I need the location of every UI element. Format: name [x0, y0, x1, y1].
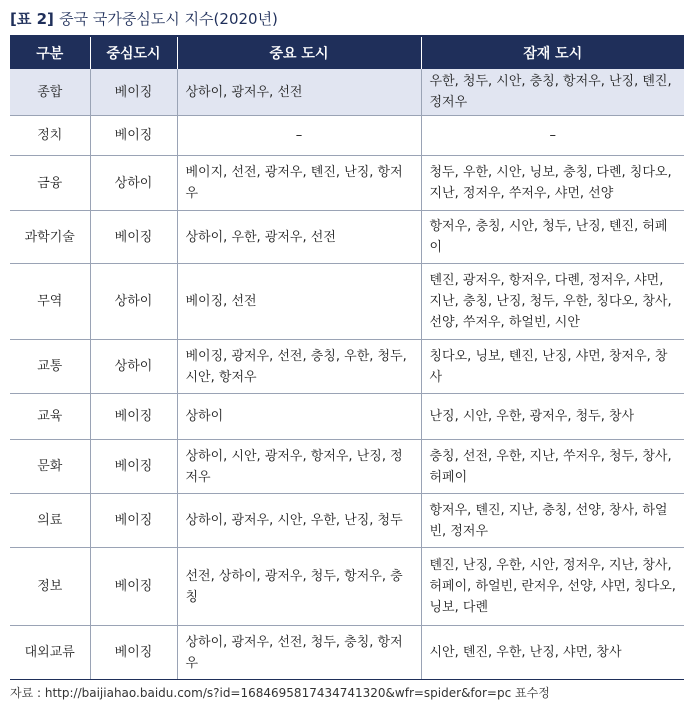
table-row: [10, 548, 684, 626]
row-center-city: 베이징: [90, 69, 177, 116]
source-note: 자료 : http://baijiahao.baidu.com/s?id=1684695817434741320&wfr=spider&for=pc 표수정: [10, 686, 550, 700]
row-potential-cities: 톈진, 난징, 우한, 시안, 정저우, 지난, 창사, 허페이, 하얼빈, 란저우, 선양, 샤먼, 칭다오, 닝보, 다롄: [421, 548, 684, 626]
row-category: 교육: [10, 394, 90, 440]
table-row: [10, 69, 684, 116]
row-potential-cities: 톈진, 광저우, 항저우, 다롄, 정저우, 샤먼, 지난, 충칭, 난징, 청두, 우한, 칭다오, 창사, 선양, 쑤저우, 하얼빈, 시안: [421, 264, 684, 340]
row-potential-cities: 항저우, 톈진, 지난, 충칭, 선양, 창사, 하얼빈, 정저우: [421, 494, 684, 548]
row-potential-cities: 칭다오, 닝보, 톈진, 난징, 샤먼, 창저우, 창사: [421, 340, 684, 394]
table-row: [10, 394, 684, 440]
row-potential-cities: 시안, 톈진, 우한, 난징, 샤먼, 창사: [421, 626, 684, 680]
table-title: [10, 8, 278, 29]
table-row: [10, 494, 684, 548]
row-important-cities: 선전, 상하이, 광저우, 청두, 항저우, 충칭: [177, 548, 421, 626]
city-index-table: [10, 35, 684, 680]
row-center-city: 베이징: [90, 626, 177, 680]
table-row: [10, 626, 684, 680]
row-important-cities: 베이지, 선전, 광저우, 톈진, 난징, 항저우: [177, 156, 421, 211]
row-important-cities: 베이징, 광저우, 선전, 충칭, 우한, 청두, 시안, 항저우: [177, 340, 421, 394]
row-category: 과학기술: [10, 211, 90, 264]
row-center-city: 베이징: [90, 394, 177, 440]
row-category: 종합: [10, 69, 90, 116]
row-potential-cities: –: [421, 116, 684, 156]
table-row: [10, 340, 684, 394]
row-potential-cities: 난징, 시안, 우한, 광저우, 청두, 창사: [421, 394, 684, 440]
table-title-text: 중국 국가중심도시 지수(2020년): [59, 10, 278, 28]
row-center-city: 베이징: [90, 211, 177, 264]
table-row: [10, 156, 684, 211]
row-important-cities: 상하이, 광저우, 선전: [177, 69, 421, 116]
header-important-cities: 중요 도시: [177, 36, 421, 69]
row-important-cities: 상하이, 광저우, 시안, 우한, 난징, 청두: [177, 494, 421, 548]
row-center-city: 베이징: [90, 116, 177, 156]
row-category: 무역: [10, 264, 90, 340]
header-center-city: 중심도시: [90, 36, 177, 69]
row-potential-cities: 청두, 우한, 시안, 닝보, 충칭, 다롄, 칭다오, 지난, 정저우, 쑤저우, 샤먼, 선양: [421, 156, 684, 211]
row-center-city: 베이징: [90, 440, 177, 494]
row-category: 문화: [10, 440, 90, 494]
row-important-cities: 상하이: [177, 394, 421, 440]
row-important-cities: 상하이, 광저우, 선전, 청두, 충칭, 항저우: [177, 626, 421, 680]
row-important-cities: 상하이, 우한, 광저우, 선전: [177, 211, 421, 264]
table-row: [10, 264, 684, 340]
row-category: 금융: [10, 156, 90, 211]
row-important-cities: 베이징, 선전: [177, 264, 421, 340]
row-center-city: 상하이: [90, 264, 177, 340]
table-number: [표 2]: [10, 10, 54, 28]
row-category: 교통: [10, 340, 90, 394]
row-center-city: 베이징: [90, 494, 177, 548]
row-important-cities: 상하이, 시안, 광저우, 항저우, 난징, 정저우: [177, 440, 421, 494]
row-category: 대외교류: [10, 626, 90, 680]
table-row: [10, 116, 684, 156]
row-category: 정보: [10, 548, 90, 626]
table-row: [10, 440, 684, 494]
row-potential-cities: 우한, 청두, 시안, 충칭, 항저우, 난징, 톈진, 정저우: [421, 69, 684, 116]
row-potential-cities: 충칭, 선전, 우한, 지난, 쑤저우, 청두, 창사, 허페이: [421, 440, 684, 494]
row-category: 정치: [10, 116, 90, 156]
table-header-row: [10, 36, 684, 69]
row-important-cities: –: [177, 116, 421, 156]
row-center-city: 상하이: [90, 156, 177, 211]
row-potential-cities: 항저우, 충칭, 시안, 청두, 난징, 톈진, 허페이: [421, 211, 684, 264]
header-potential-cities: 잠재 도시: [421, 36, 684, 69]
header-category: 구분: [10, 36, 90, 69]
row-center-city: 상하이: [90, 340, 177, 394]
table-row: [10, 211, 684, 264]
row-category: 의료: [10, 494, 90, 548]
row-center-city: 베이징: [90, 548, 177, 626]
